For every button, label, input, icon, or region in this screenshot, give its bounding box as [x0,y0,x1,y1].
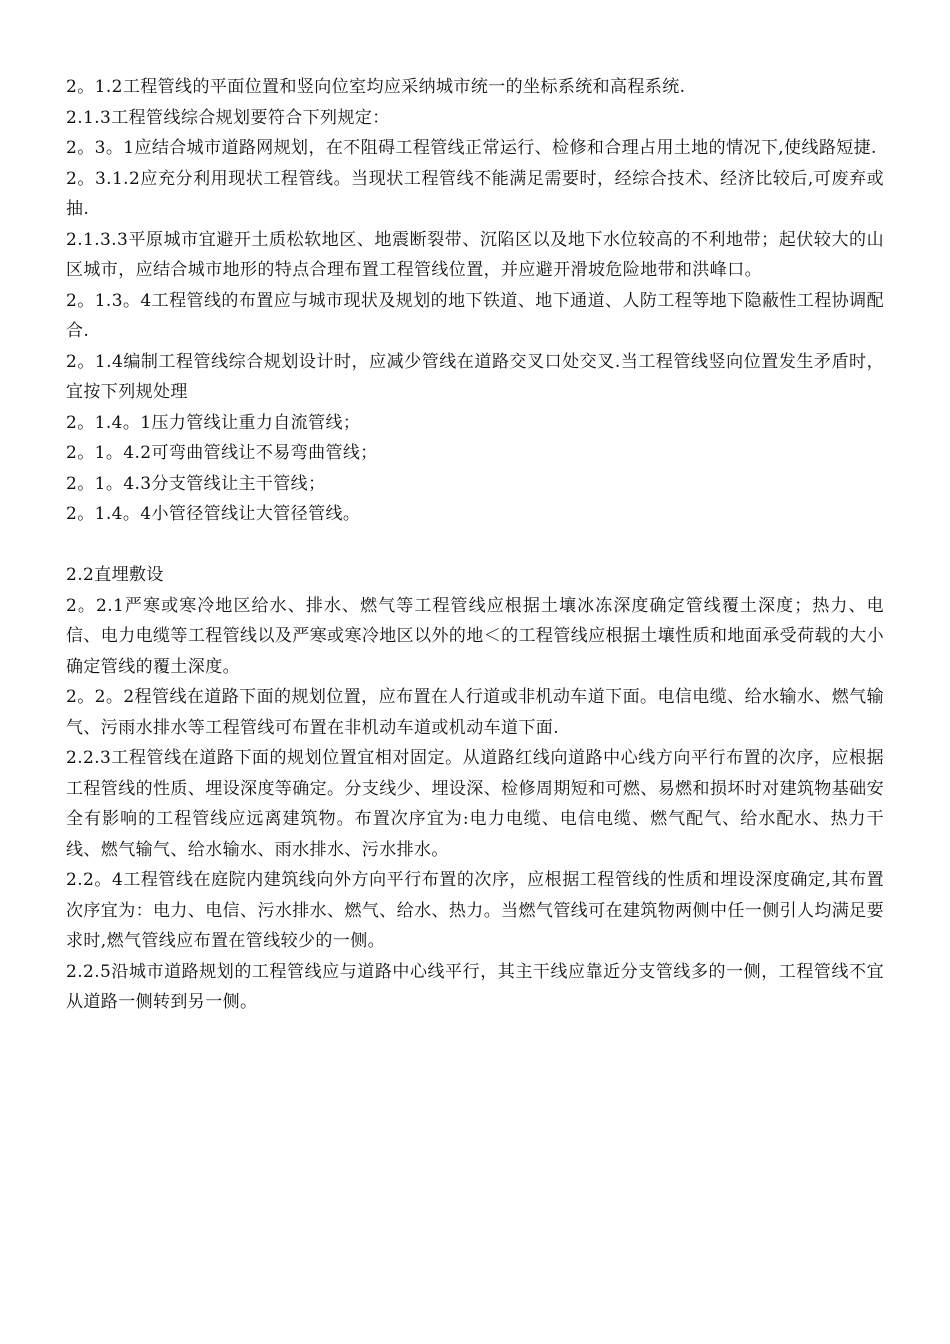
document-body [66,72,884,1018]
clause-2-1-3: 2.1.3工程管线综合规划要符合下列规定： [66,107,390,128]
clause-2-3-1: 2。3。1应结合城市道路网规划，在不阻碍工程管线正常运行、检修和合理占用土地的情况下,使线路短捷. [66,138,877,158]
clause-2-1-4-3: 2。1。4.3分支管线让主干管线； [66,473,326,494]
clause-2-1-4: 2。1.4编制工程管线综合规划设计时，应减少管线在道路交叉口处交叉.当工程管线竖向位置发生矛盾时，宜按下列规处理 [66,351,884,402]
clause-2-1-3-4: 2。1.3。4工程管线的布置应与城市现状及规划的地下铁道、地下通道、人防工程等地下隐蔽性工程协调配合. [66,290,884,341]
clause-2-2-4: 2.2。4工程管线在庭院内建筑线向外方向平行布置的次序，应根据工程管线的性质和埋设深度确定,其布置次序宜为：电力、电信、污水排水、燃气、给水、热力。当燃气管线可在建筑物两侧中任一侧引人均满足要求时,燃气管线应布置在管线较少的一侧。 [66,870,884,951]
section-spacer [66,530,884,561]
clause-2-2-5: 2.2.5沿城市道路规划的工程管线应与道路中心线平行，其主干线应靠近分支管线多的一侧，工程管线不宜从道路一侧转到另一侧。 [66,961,884,1012]
clause-2-1-2: 2。1.2工程管线的平面位置和竖向位室均应采纳城市统一的坐标系统和高程系统. [66,77,686,97]
clause-2-2-3: 2.2.3工程管线在道路下面的规划位置宜相对固定。从道路红线向道路中心线方向平行布置的次序，应根据工程管线的性质、埋设深度等确定。分支线少、埋设深、检修周期短和可燃、易燃和损坏时对建筑物基础安全有影响的工程管线应远离建筑物。布置次序宜为:电力电缆、电信电缆、燃气配气、给水配水、热力干线、燃气输气、给水输水、雨水排水、污水排水。 [66,748,884,860]
clause-2-2-1: 2。2.1严寒或寒冷地区给水、排水、燃气等工程管线应根据土壤冰冻深度确定管线覆土深度；热力、电信、电力电缆等工程管线以及严寒或寒冷地区以外的地＜的工程管线应根据土壤性质和地面承受荷载的大小确定管线的覆土深度。 [66,595,884,677]
section-heading-2-2: 2.2直埋敷设 [66,565,164,585]
clause-2-3-1-2: 2。3.1.2应充分利用现状工程管线。当现状工程管线不能满足需要时，经综合技术、经济比较后,可废弃或抽. [66,168,884,219]
clause-2-1-3-3: 2.1.3.3平原城市宜避开土质松软地区、地震断裂带、沉陷区以及地下水位较高的不利地带；起伏较大的山区城市，应结合城市地形的特点合理布置工程管线位置，并应避开滑坡危险地带和洪峰口。 [66,229,884,280]
clause-2-1-4-4: 2。1.4。4小管径管线让大管径管线。 [66,504,361,524]
clause-2-1-4-1: 2。1.4。1压力管线让重力自流管线； [66,412,361,433]
clause-2-2-2: 2。2。2程管线在道路下面的规划位置，应布置在人行道或非机动车道下面。电信电缆、给水输水、燃气输气、污雨水排水等工程管线可布置在非机动车道或机动车道下面. [66,687,884,738]
clause-2-1-4-2: 2。1。4.2可弯曲管线让不易弯曲管线； [66,443,378,463]
